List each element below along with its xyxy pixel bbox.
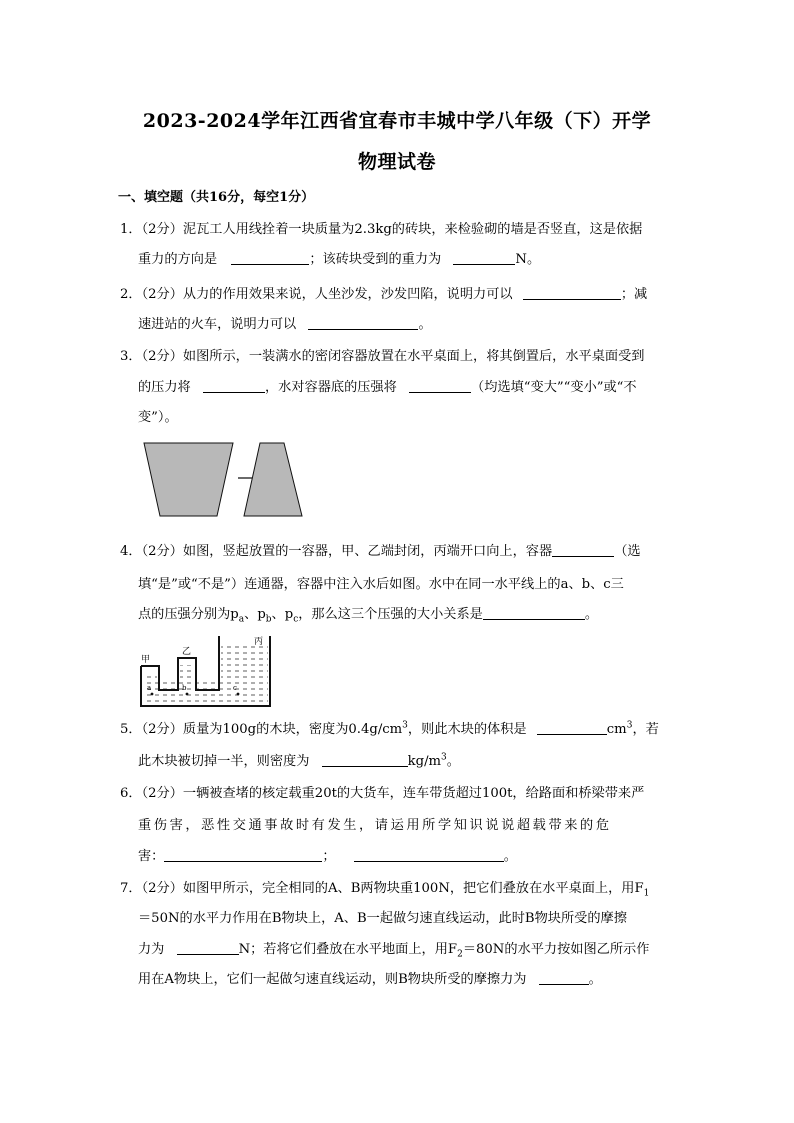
q3-line3: 变”）。: [138, 410, 178, 425]
q1-text-c: N。: [515, 252, 541, 267]
q4-text-d: ，那么这三个压强的大小关系是: [298, 607, 483, 622]
q4-sub-c: c: [293, 614, 299, 625]
q3-text-a: 的压力将: [138, 380, 191, 395]
point-b-icon: [186, 693, 189, 696]
q1-text-b: ；该砖块受到的重力为: [309, 252, 442, 267]
water-jia: [143, 672, 157, 680]
q2-blank-2[interactable]: [308, 316, 418, 330]
q4-sub-a: a: [238, 614, 245, 625]
q6-text-c: 。: [503, 849, 517, 864]
q5-sup-2: 3: [626, 720, 633, 731]
q7-text-c: N；若将它们叠放在水平地面上，用F: [238, 942, 458, 957]
water-bing: [221, 646, 268, 680]
q1-blank-1[interactable]: [231, 251, 309, 265]
q1-line1: 1．（2分）泥瓦工人用线拴着一块质量为2.3kg的砖块，来检验砌的墙是否竖直，这是依据: [120, 222, 643, 237]
q2-text-c: 速进站的火车，说明力可以: [138, 317, 297, 332]
q2-line1: [120, 283, 647, 302]
q4-text-a: 4．（2分）如图，竖起放置的一容器，甲、乙端封闭，丙端开口向上，容器: [120, 544, 553, 559]
q2-text-d: 。: [418, 317, 432, 332]
q7-blank-1[interactable]: [177, 941, 239, 955]
water-yi: [180, 665, 194, 680]
q2-text-a: 2．（2分）从力的作用效果来说，人坐沙发，沙发凹陷，说明力可以: [120, 287, 513, 302]
q7-sub-2: 2: [457, 949, 463, 960]
q5-blank-2[interactable]: [322, 753, 408, 767]
label-yi: 乙: [182, 647, 192, 657]
point-a-icon: [151, 693, 154, 696]
q7-sub-1: 1: [643, 888, 650, 899]
q2-line2: [138, 313, 432, 332]
q5-blank-1[interactable]: [537, 721, 607, 735]
q6-text-b: ；: [322, 849, 336, 864]
q3-line2: [138, 376, 637, 395]
q7-line2: ＝50N的水平力作用在B物块上，A、B一起做匀速直线运动，此时B物块所受的摩擦: [138, 911, 627, 926]
q4-text-c: 点的压强分别为p: [138, 607, 239, 622]
q5-text-b: ，则此木块的体积是: [407, 722, 527, 737]
label-a: a: [147, 684, 152, 692]
q1-text-a: 重力的方向是: [138, 252, 218, 267]
q6-line3: [138, 845, 517, 864]
q5-text-e: 此木块被切掉一半，则密度为: [138, 754, 310, 769]
q3-blank-2[interactable]: [409, 379, 471, 393]
label-jia: 甲: [141, 655, 151, 665]
q7-blank-2[interactable]: [539, 971, 589, 985]
q5-text-f: kg/m: [407, 754, 442, 769]
q7-text-a: 7．（2分）如图甲所示，完全相同的A、B两物块重100N，把它们叠放在水平桌面上，用F: [120, 881, 644, 896]
q7-text-e: 用在A物块上，它们一起做匀速直线运动，则B物块所受的摩擦力为: [138, 972, 527, 987]
q4-line2: 填“是”或“不是”）连通器，容器中注入水后如图。水中在同一水平线上的a、b、c三: [138, 577, 624, 592]
q2-blank-1[interactable]: [523, 286, 621, 300]
label-b: b: [182, 684, 187, 692]
q4-text-b: （选: [614, 544, 641, 559]
q6-blank-2[interactable]: [354, 848, 504, 862]
q4-blank-1[interactable]: [552, 543, 614, 557]
q5-line1: [120, 718, 659, 737]
q7-text-d: ＝80N的水平力按如图乙所示作: [462, 942, 650, 957]
q7-line4: [138, 968, 602, 987]
q6-line1: 6．（2分）一辆被查堵的核定载重20t的大货车，连车带货超过100t，给路面和桥梁带来严: [120, 786, 645, 801]
q6-text-a: 害：: [138, 849, 165, 864]
point-c-icon: [237, 693, 240, 696]
q5-text-c: cm: [606, 722, 627, 737]
q3-text-b: ，水对容器底的压强将: [264, 380, 397, 395]
q5-sup-1: 3: [402, 720, 408, 731]
q5-sup-3: 3: [441, 752, 447, 763]
q4-sep-2: 、p: [271, 607, 294, 622]
q4-sub-b: b: [265, 614, 272, 625]
q7-text-f: 。: [588, 972, 602, 987]
container-upright: [144, 443, 233, 516]
q4-text-e: 。: [584, 607, 599, 622]
q7-line3: [138, 938, 649, 960]
q1-blank-2[interactable]: [453, 251, 515, 265]
q6-line2: 重伤害，恶性交通事故时有发生，请运用所学知识说说超载带来的危: [138, 818, 612, 833]
q2-text-b: ；减: [620, 287, 648, 302]
q4-sep-1: 、p: [244, 607, 266, 622]
q1-line2: [138, 248, 540, 267]
container-inverted: [244, 443, 302, 516]
label-bing: 丙: [254, 637, 264, 647]
q3-container-figure: [142, 440, 304, 520]
q5-text-d: ，若: [632, 722, 659, 737]
q4-line1: [120, 540, 641, 559]
q5-text-a: 5．（2分）质量为100g的木块，密度为0.4g/cm: [120, 722, 403, 737]
q5-line2: [138, 750, 460, 769]
exam-title-line1: 2023-2024学年江西省宜春市丰城中学八年级（下）开学: [142, 110, 652, 132]
exam-title-line2: 物理试卷: [357, 151, 436, 173]
q4-line3: [138, 603, 598, 625]
q3-blank-1[interactable]: [203, 379, 265, 393]
q7-line1: [120, 877, 649, 899]
q7-text-b: 力为: [138, 942, 165, 957]
q6-blank-1[interactable]: [164, 848, 322, 862]
q4-connected-vessel-figure: [138, 632, 274, 708]
q5-text-g: 。: [446, 754, 460, 769]
label-c: c: [233, 684, 237, 692]
q3-text-c: （均选填“变大”“变小”或“不: [471, 380, 637, 395]
q4-blank-2[interactable]: [483, 606, 585, 620]
section-heading: 一、填空题（共16分，每空1分）: [118, 190, 315, 205]
water-bottom: [143, 680, 268, 704]
q3-line1: 3．（2分）如图所示，一装满水的密闭容器放置在水平桌面上，将其倒置后，水平桌面受到: [120, 349, 645, 364]
